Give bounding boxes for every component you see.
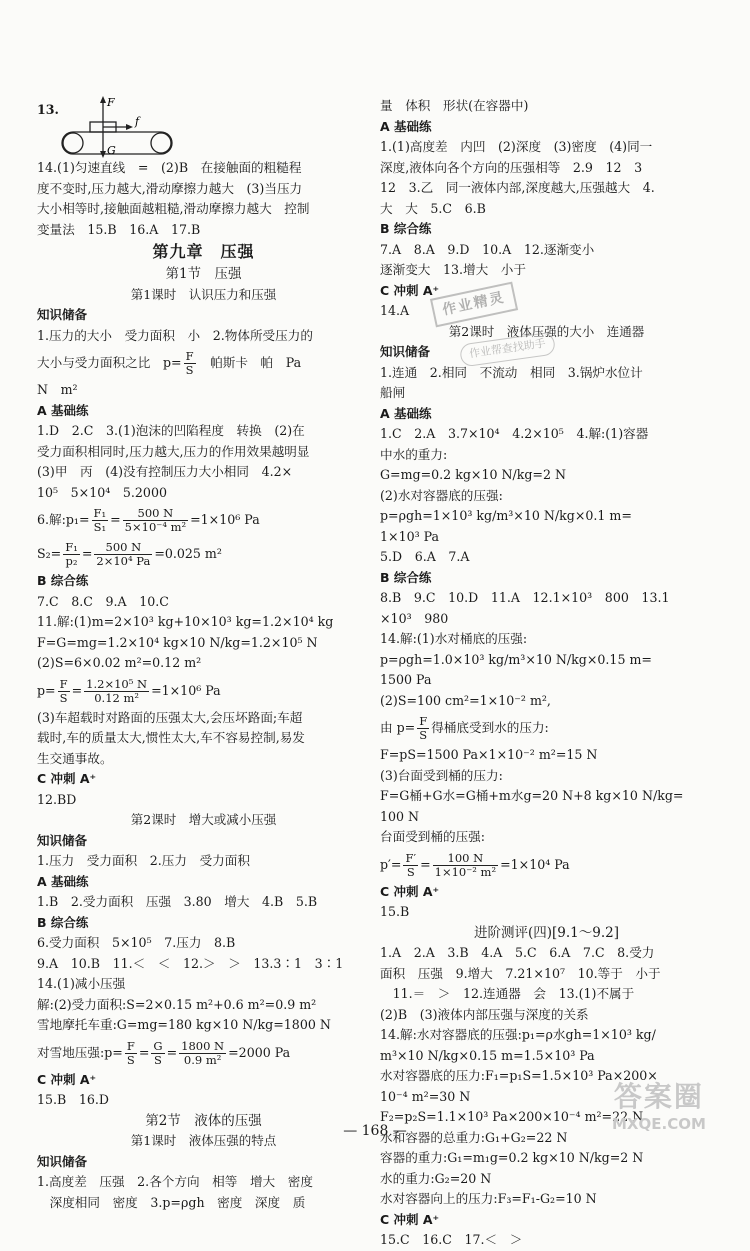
formula-line: 大小与受力面积之比 p= $\frac{F}{S}$ 帕斯卡 帕 Pa <box>37 349 302 377</box>
heading: C 冲刺 A⁺ <box>37 771 97 786</box>
heading: A 基础练 <box>37 402 89 418</box>
text-line: 1.高度差 压强 2.各个方向 相等 增大 密度 <box>37 1174 313 1189</box>
text-line: 15.C 16.C 17.＜ ＞ <box>380 1232 523 1247</box>
text-line: 水的重力:G₂=20 N <box>380 1170 492 1186</box>
text-line: 生交通事故。 <box>37 750 113 766</box>
watermark-url: MXQE.COM <box>612 1115 706 1133</box>
text-line: 水对容器向上的压力:F₃=F₁-G₂=10 N <box>380 1191 597 1206</box>
text-line: 12.BD <box>37 791 77 807</box>
left-column <box>37 96 370 1213</box>
heading: C 冲刺 A⁺ <box>380 1211 440 1227</box>
text-line: 11.解:(1)m=2×10³ kg+10×10³ kg=1.2×10⁴ kg <box>37 614 334 629</box>
heading: B 综合练 <box>37 573 89 588</box>
text-line: 1.压力的大小 受力面积 小 2.物体所受压力的 <box>37 327 313 343</box>
heading: C 冲刺 A⁺ <box>37 1071 97 1087</box>
lesson-title: 第1课时 认识压力和压强 <box>130 286 277 302</box>
text-line: 逐渐变大 13.增大 小于 <box>380 262 526 277</box>
heading: 知识储备 <box>37 307 88 322</box>
text-line: (3)甲 丙 (4)没有控制压力大小相同 4.2× <box>37 464 293 479</box>
text-line: 量 体积 形状(在容器中) <box>380 98 529 113</box>
text-line: p=ρgh=1.0×10³ kg/m³×10 N/kg×0.15 m= <box>380 651 652 667</box>
text-line: 台面受到桶的压强: <box>380 829 485 844</box>
stamp-caption: 作业帮查找助手 <box>459 331 556 367</box>
formula-line: 由 p= $\frac{F}{S}$ 得桶底受到水的压力: <box>380 714 549 742</box>
text-line: 1500 Pa <box>380 672 432 687</box>
text-line: F=G=mg=1.2×10⁴ kg×10 N/kg=1.2×10⁵ N <box>37 634 318 650</box>
heading: B 综合练 <box>37 914 89 930</box>
text-line: 容器的重力:G₁=m₁g=0.2 kg×10 N/kg=2 N <box>380 1150 644 1165</box>
text-line: 度不变时,压力越大,滑动摩擦力越大 (3)当压力 <box>37 180 303 196</box>
heading: C 冲刺 A⁺ <box>380 282 440 298</box>
text-line: 深度相同 密度 3.p=ρgh 密度 深度 质 <box>37 1194 306 1210</box>
text-line: 10⁵ 5×10⁴ 5.2000 <box>37 484 167 500</box>
formula-line: p= $\frac{F}{S}$ = $\frac{\text{1.2×10⁵ N}}{\text{0.12 m²}}$ =1×10⁶ Pa <box>37 676 221 705</box>
text-line: 14.(1)匀速直线 = (2)B 在接触面的粗糙程 <box>37 160 302 175</box>
text-line: 中水的重力: <box>380 446 448 462</box>
text-line: 解:(2)受力面积:S=2×0.15 m²+0.6 m²=0.9 m² <box>37 996 317 1012</box>
section-title: 第2节 液体的压强 <box>145 1112 262 1129</box>
text-line: F₂=p₂S=1.1×10³ Pa×200×10⁻⁴ m²=22 N <box>380 1109 644 1124</box>
text-line: 8.B 9.C 10.D 11.A 12.1×10³ 800 13.1 <box>380 590 670 605</box>
heading: B 综合练 <box>380 221 432 236</box>
svg-text:f: f <box>135 115 140 128</box>
section-title: 第1节 压强 <box>165 266 242 282</box>
right-column <box>380 96 713 1251</box>
text-line: 12 3.乙 同一液体内部,深度越大,压强越大 4. <box>380 180 655 195</box>
text-line: 9.A 10.B 11.＜ ＜ 12.＞ ＞ 13.3∶1 3∶1 <box>37 955 344 971</box>
text-line: 变量法 15.B 16.A 17.B <box>37 221 201 237</box>
text-line: p=ρgh=1×10³ kg/m³×10 N/kg×0.1 m= <box>380 508 632 523</box>
text-line: 受力面积相同时,压力越大,压力的作用效果越明显 <box>37 443 310 459</box>
text-line: m³×10 N/kg×0.15 m=1.5×10³ Pa <box>380 1047 595 1063</box>
watermark-text: 答案圈 <box>613 1080 704 1113</box>
text-line: 雪地摩托车重:G=mg=180 kg×10 N/kg=1800 N <box>37 1017 331 1032</box>
lesson-title: 第2课时 增大或减小压强 <box>130 812 277 827</box>
text-line: 船闸 <box>380 385 406 400</box>
formula-line: 对雪地压强:p= $\frac{F}{S}$ = $\frac{G}{S}$ = $\frac{1800 N}{\text{0.9 m²}}$ =2000 Pa <box>37 1038 291 1067</box>
formula-line: p′= $\frac{F'}{S}$ = $\frac{100 N}{\text{1×10⁻² m²}}$ =1×10⁴ Pa <box>380 850 570 879</box>
heading: 知识储备 <box>380 344 431 359</box>
text-line: 6.受力面积 5×10⁵ 7.压力 8.B <box>37 935 236 950</box>
text-line: 水对容器底的压力:F₁=p₁S=1.5×10³ Pa×200× <box>380 1068 658 1083</box>
text-line: 水和容器的总重力:G₁+G₂=22 N <box>380 1129 568 1145</box>
text-line: 14.解:水对容器底的压强:p₁=ρ水gh=1×10³ kg/ <box>380 1027 656 1042</box>
text-line: 大 大 5.C 6.B <box>380 200 486 216</box>
svg-text:F: F <box>107 96 115 109</box>
text-line: F=G桶+G水=G桶+m水g=20 N+8 kg×10 N/kg= <box>380 788 684 803</box>
text-line: 100 N <box>380 808 420 824</box>
watermark-logo <box>612 1080 706 1135</box>
text-line: 15.B 16.D <box>37 1092 110 1107</box>
chapter-title: 第九章 压强 <box>152 242 255 261</box>
svg-text:G: G <box>107 144 116 157</box>
text-line: F=pS=1500 Pa×1×10⁻² m²=15 N <box>380 747 598 762</box>
text-line: ×10³ 980 <box>380 610 449 626</box>
text-line: N m² <box>37 382 78 397</box>
text-line: 1.A 2.A 3.B 4.A 5.C 6.A 7.C 8.受力 <box>380 945 655 960</box>
text-line: (3)台面受到桶的压力: <box>380 767 503 783</box>
text-line: 15.B <box>380 904 410 919</box>
lesson-title: 第2课时 液体压强的大小 连通器 <box>448 323 645 339</box>
formula-line: 6.解:p₁= $\frac{\text{F₁}}{\text{S₁}}$ = $\frac{500 N}{\text{5×10⁻⁴ m²}}$ =1×10⁶ Pa <box>37 506 260 534</box>
text-line: 1.C 2.A 3.7×10⁴ 4.2×10⁵ 4.解:(1)容器 <box>380 426 649 441</box>
text-line: 大小相等时,接触面越粗糙,滑动摩擦力越大 控制 <box>37 201 310 216</box>
text-line: 1.D 2.C 3.(1)泡沫的凹陷程度 转换 (2)在 <box>37 423 305 438</box>
conveyor-force-diagram <box>57 96 197 158</box>
text-line: 1.连通 2.相同 不流动 相同 3.锅炉水位计 <box>380 364 643 380</box>
text-line: 11.＝ ＞ 12.连通器 会 13.(1)不属于 <box>380 986 635 1001</box>
text-line: G=mg=0.2 kg×10 N/kg=2 N <box>380 467 567 482</box>
text-line: 7.A 8.A 9.D 10.A 12.逐渐变小 <box>380 241 595 257</box>
text-line: 1.压力 受力面积 2.压力 受力面积 <box>37 853 250 868</box>
text-line: 14.A <box>380 303 410 318</box>
text-line: 载时,车的质量太大,惯性太大,车不容易控制,易发 <box>37 730 305 745</box>
text-line: (2)B (3)液体内部压强与深度的关系 <box>380 1006 589 1022</box>
heading: B 综合练 <box>380 569 432 585</box>
heading: C 冲刺 A⁺ <box>380 883 440 899</box>
question-13-label: 13. <box>37 102 59 117</box>
text-line: (3)车超载时对路面的压强太大,会压坏路面;车超 <box>37 709 303 725</box>
text-line: 1×10³ Pa <box>380 528 440 544</box>
heading: A 基础练 <box>380 118 432 134</box>
text-line: 深度,液体向各个方向的压强相等 2.9 12 3 <box>380 159 643 175</box>
text-line: 5.D 6.A 7.A <box>380 549 470 564</box>
text-line: 14.解:(1)水对桶底的压强: <box>380 631 528 646</box>
heading: 知识储备 <box>37 832 88 848</box>
text-line: 10⁻⁴ m²=30 N <box>380 1088 471 1104</box>
text-line: 面积 压强 9.增大 7.21×10⁷ 10.等于 小于 <box>380 965 661 981</box>
page-number: — 168 — <box>343 1123 407 1139</box>
text-line: 7.C 8.C 9.A 10.C <box>37 593 169 609</box>
text-line: (2)S=100 cm²=1×10⁻² m², <box>380 692 551 708</box>
heading: A 基础练 <box>37 873 89 889</box>
heading: A 基础练 <box>380 405 432 421</box>
test-title: 进阶测评(四)[9.1～9.2] <box>473 924 619 941</box>
stamp-overlay: 作业精灵 <box>430 282 518 327</box>
lesson-title: 第1课时 液体压强的特点 <box>130 1133 277 1148</box>
formula-line: S₂= $\frac{\text{F₁}}{\text{p₂}}$ = $\frac{500 N}{\text{2×10⁴ Pa}}$ =0.025 m² <box>37 540 222 568</box>
text-line: 1.(1)高度差 内凹 (2)深度 (3)密度 (4)同一 <box>380 139 653 154</box>
text-line: (2)S=6×0.02 m²=0.12 m² <box>37 655 202 670</box>
figure-13 <box>37 96 370 158</box>
text-line: (2)水对容器底的压强: <box>380 487 503 503</box>
text-line: 1.B 2.受力面积 压强 3.80 增大 4.B 5.B <box>37 894 318 909</box>
heading: 知识储备 <box>37 1153 88 1169</box>
text-line: 14.(1)减小压强 <box>37 976 126 991</box>
